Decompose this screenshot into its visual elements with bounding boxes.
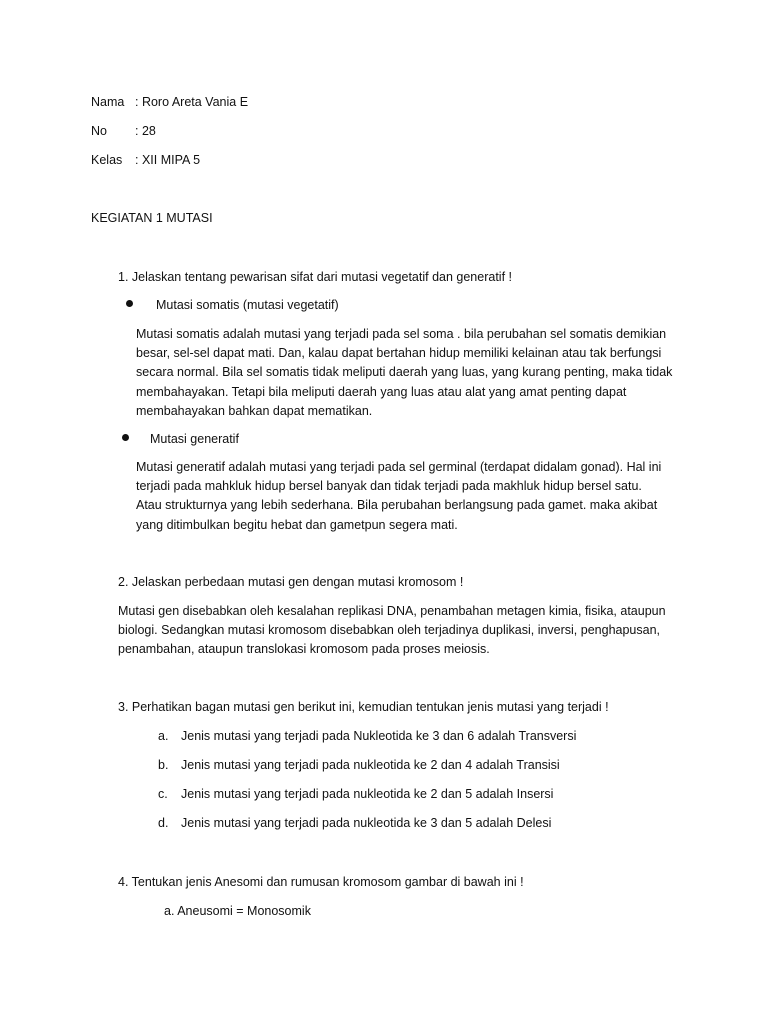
q3-item-text: Jenis mutasi yang terjadi pada nukleotida ke 3 dan 5 adalah Delesi	[181, 816, 552, 830]
class-label: Kelas	[91, 153, 123, 167]
q1-somatic-heading: Mutasi somatis (mutasi vegetatif)	[156, 298, 339, 312]
paragraph-line: Mutasi generatif adalah mutasi yang terjadi pada sel germinal (terdapat didalam gonad). Hal ini	[136, 460, 662, 474]
paragraph-line: Mutasi gen disebabkan oleh kesalahan replikasi DNA, penambahan metagen kimia, fisika, ataupun	[118, 604, 666, 618]
q1-question: 1. Jelaskan tentang pewarisan sifat dari mutasi vegetatif dan generatif !	[118, 270, 512, 284]
name-value: : Roro Areta Vania E	[135, 95, 249, 109]
q1-generative-paragraph	[136, 458, 661, 535]
q3-question: 3. Perhatikan bagan mutasi gen berikut ini, kemudian tentukan jenis mutasi yang terjadi !	[118, 700, 609, 714]
q3-item-marker: b.	[158, 758, 169, 772]
q3-item-marker: d.	[158, 816, 169, 830]
paragraph-line: biologi. Sedangkan mutasi kromosom disebabkan oleh terjadinya duplikasi, inversi, penghapusan,	[118, 623, 660, 638]
q3-item-marker: c.	[158, 787, 168, 801]
q1-generative-heading: Mutasi generatif	[150, 432, 239, 446]
q4-question: 4. Tentukan jenis Anesomi dan rumusan kromosom gambar di bawah ini !	[118, 875, 524, 889]
q2-question: 2. Jelaskan perbedaan mutasi gen dengan mutasi kromosom !	[118, 575, 464, 589]
q3-item-text: Jenis mutasi yang terjadi pada Nukleotida ke 3 dan 6 adalah Transversi	[181, 729, 577, 743]
name-label: Nama	[91, 95, 125, 109]
paragraph-line: penambahan, ataupun translokasi kromosom pada proses meiosis.	[118, 642, 490, 657]
q3-item-marker: a.	[158, 729, 169, 743]
bullet-icon	[122, 434, 129, 441]
q4-answer-a: a. Aneusomi = Monosomik	[164, 904, 311, 918]
q3-item-text: Jenis mutasi yang terjadi pada nukleotida ke 2 dan 4 adalah Transisi	[181, 758, 560, 772]
q3-item-text: Jenis mutasi yang terjadi pada nukleotida ke 2 dan 5 adalah Insersi	[181, 787, 554, 801]
q2-answer-paragraph	[118, 602, 666, 660]
paragraph-line: membahayakan bahkan dapat mematikan.	[136, 403, 373, 418]
q1-somatic-paragraph	[136, 325, 672, 421]
paragraph-line: membahayakan. Tetapi bila meliputi daerah yang luas atau alat yang amat penting dapat	[136, 384, 627, 399]
paragraph-line: terjadi pada mahkluk hidup bersel banyak dan tidak terjadi pada makhluk hidup bersel satu.	[136, 479, 642, 494]
paragraph-line: Atau strukturnya yang lebih sederhana. Bila perubahan berlangsung pada gamet. maka akibat	[136, 498, 658, 513]
no-label: No	[91, 124, 107, 138]
bullet-icon	[126, 300, 133, 307]
paragraph-line: secara normal. Bila sel somatis tidak meliputi daerah yang luas, yang kurang penting, maka tidak	[136, 365, 673, 380]
no-value: : 28	[135, 124, 156, 138]
paragraph-line: Mutasi somatis adalah mutasi yang terjadi pada sel soma . bila perubahan sel somatis demikian	[136, 327, 667, 341]
paragraph-line: yang ditimbulkan begitu hebat dan gametpun segera mati.	[136, 517, 458, 532]
section-title: KEGIATAN 1 MUTASI	[91, 211, 213, 225]
class-value: : XII MIPA 5	[135, 153, 201, 167]
paragraph-line: besar, sel-sel dapat mati. Dan, kalau dapat bertahan hidup memiliki kelainan atau tak berfungsi	[136, 346, 662, 361]
